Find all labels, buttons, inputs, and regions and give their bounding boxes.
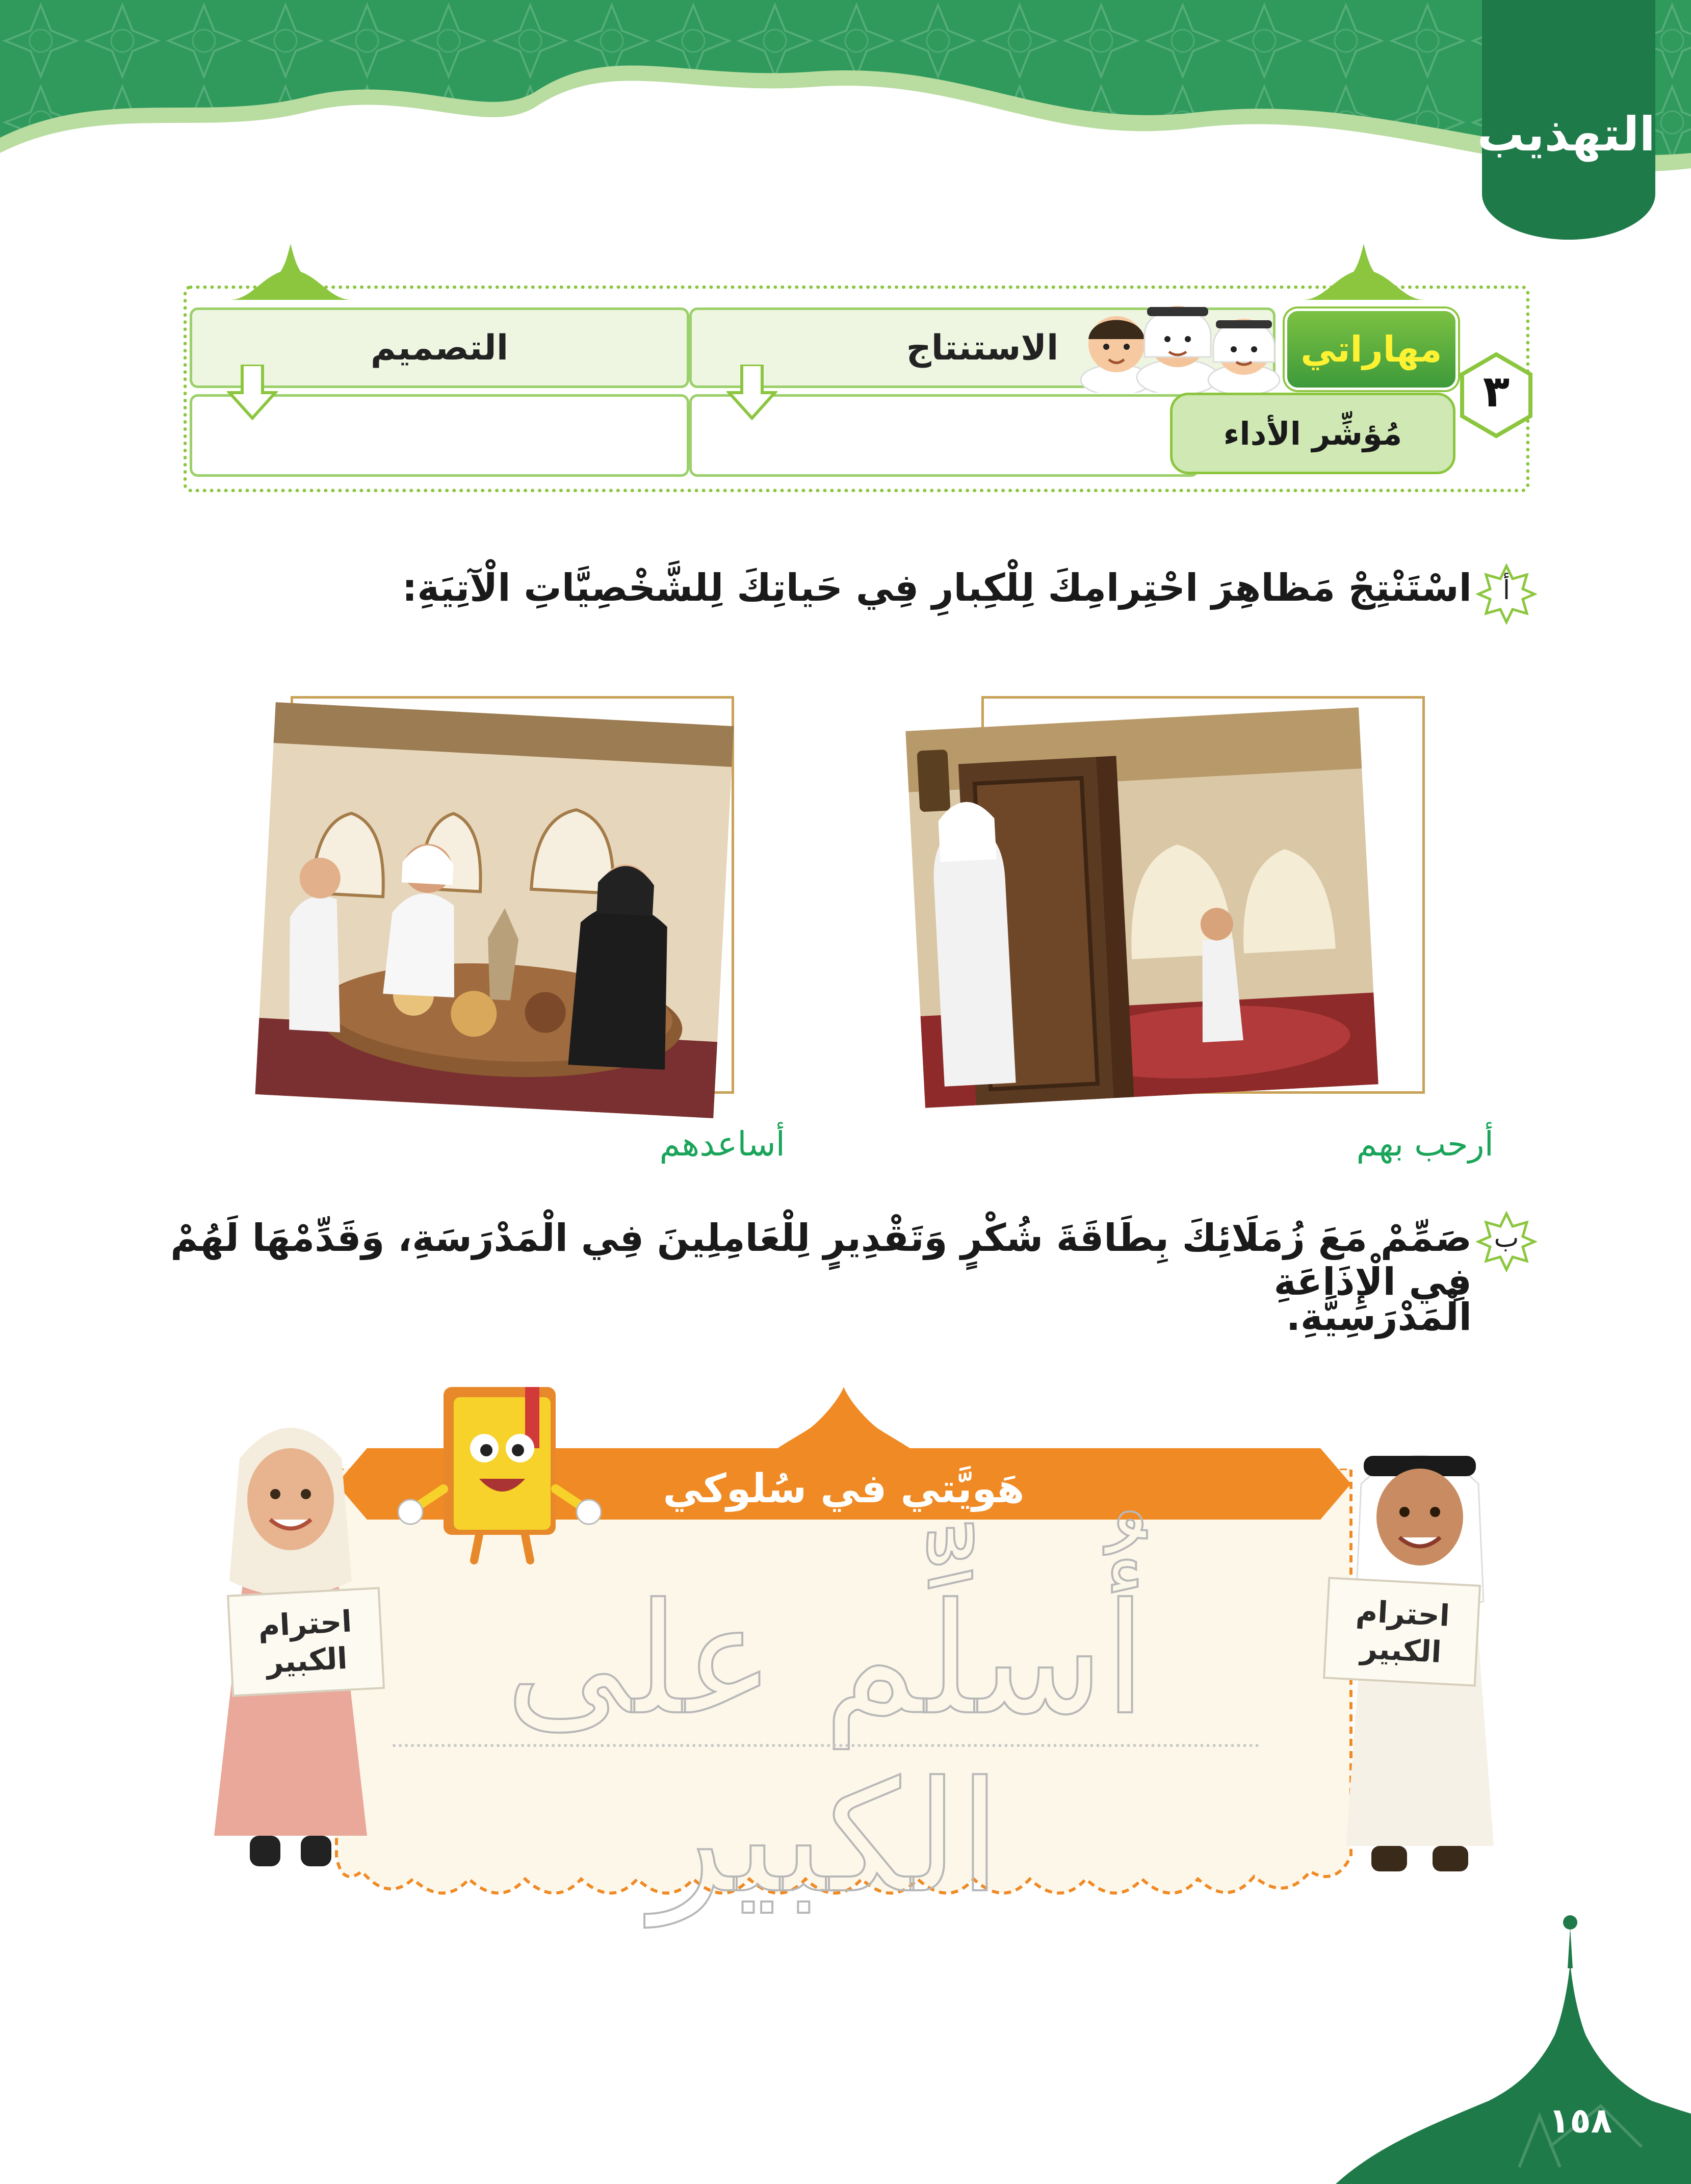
section-title: التهذيب bbox=[1477, 107, 1655, 162]
children-illustration-icon bbox=[1060, 286, 1295, 393]
photo-caption: أساعدهم bbox=[659, 1124, 785, 1164]
arrow-down-icon bbox=[227, 365, 278, 421]
book-mascot-icon bbox=[398, 1377, 602, 1571]
tracing-baseline bbox=[393, 1744, 1259, 1747]
footer-dome-corner bbox=[1336, 1861, 1691, 2184]
sign-line: الكبير bbox=[1360, 1630, 1443, 1670]
question-a-text: اسْتَنْتِجْ مَظاهِرَ احْتِرامِكَ لِلْكِبارِ فِي حَياتِكَ لِلشَّخْصِيَّاتِ الْآتِيَةِ: bbox=[402, 566, 1472, 610]
sign-line: الكبير bbox=[265, 1640, 348, 1680]
photo-welcoming-elders bbox=[905, 707, 1378, 1108]
performance-indicator-label: مُؤشِّر الأداء bbox=[1223, 415, 1402, 452]
skill-label: الاستنتاج bbox=[906, 327, 1059, 368]
dome-ornament-icon bbox=[1303, 244, 1425, 300]
page-number: ١٥٨ bbox=[1548, 2101, 1612, 2141]
question-b-text: الْمَدْرَسِيَّةِ. bbox=[1286, 1295, 1472, 1339]
dome-ornament-icon bbox=[229, 244, 352, 300]
identity-title: هَويَّتي في سُلوكي bbox=[663, 1466, 1025, 1512]
question-b-text: صَمِّمْ مَعَ زُمَلَائِكَ بِطَاقَةَ شُكْرٍ وَتَقْدِيرٍ لِلْعَامِلِينَ فِي الْمَدْرَسَةِ، وَقَدِّمْهَا لَهُمْ فِي الْإِذَاعَةِ bbox=[170, 1216, 1472, 1304]
question-letter: ب bbox=[1494, 1223, 1519, 1253]
arrow-down-icon bbox=[726, 365, 777, 421]
tracing-practice-text[interactable]: أُسلِّم على الكبير bbox=[505, 1571, 1147, 1926]
header-pattern-band bbox=[0, 0, 1691, 245]
photo-helping-elders bbox=[255, 702, 734, 1118]
skill-label: التصميم bbox=[370, 327, 509, 368]
skills-badge bbox=[1285, 309, 1458, 390]
skills-badge-label: مهاراتي bbox=[1300, 328, 1442, 370]
performance-indicator-badge bbox=[1170, 393, 1455, 474]
photo-caption: أرحب بهم bbox=[1356, 1124, 1494, 1164]
girl-sign-card bbox=[227, 1587, 385, 1697]
boy-sign-card bbox=[1323, 1577, 1481, 1686]
sign-line: احترام bbox=[1355, 1593, 1451, 1633]
step-number: ٣ bbox=[1482, 366, 1510, 417]
question-letter: أ bbox=[1502, 575, 1511, 606]
sign-line: احترام bbox=[257, 1603, 353, 1643]
